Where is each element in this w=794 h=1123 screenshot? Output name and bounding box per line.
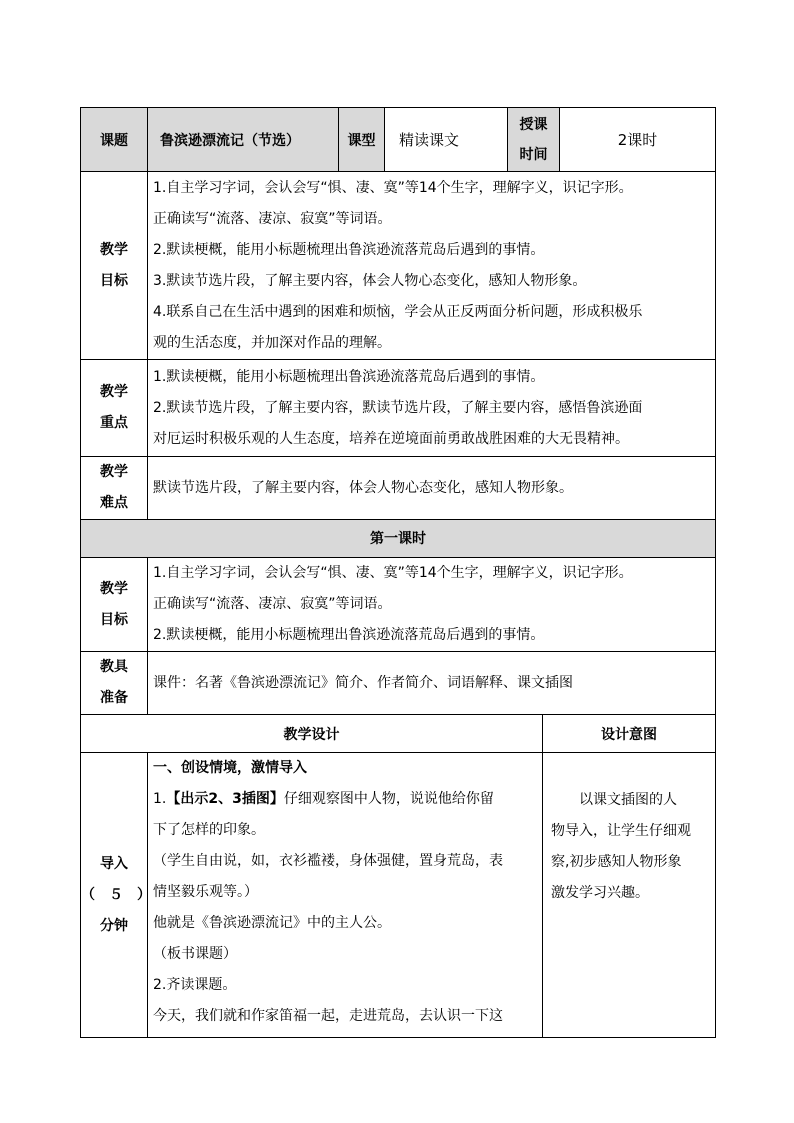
focus-label-line1: 教学 <box>100 384 128 400</box>
design-header-row <box>81 715 716 753</box>
lesson1-goals-label <box>81 558 148 652</box>
topic-label: 课题 <box>81 108 148 172</box>
intro-step1-prefix: 1. <box>153 791 167 807</box>
goals-line: 观的生活态度，并加深对作品的理解。 <box>153 334 391 351</box>
intro-row <box>81 753 716 1038</box>
lesson1-title: 第一课时 <box>81 520 716 558</box>
difficulty-content <box>148 457 716 520</box>
goals-label-line1: 教学 <box>100 241 128 258</box>
difficulty-label <box>81 457 148 520</box>
design-column-header: 教学设计 <box>81 715 543 753</box>
intro-label-line2: （ ５ ） <box>81 886 151 903</box>
time-label <box>508 108 560 172</box>
lesson1-goals-content <box>148 558 716 652</box>
lesson1-goals-label-line1: 教学 <box>100 580 128 597</box>
intent-line: 察,初步感知人物形象 <box>551 854 682 870</box>
goals-line: 正确读写“流落、凄凉、寂寞”等词语。 <box>153 210 392 227</box>
intent-column-header: 设计意图 <box>543 715 716 753</box>
goals-line: 3.默读节选片段，了解主要内容，体会人物心态变化，感知人物形象。 <box>153 272 587 289</box>
lesson1-tools-label-line1: 教具 <box>100 659 128 675</box>
intro-line: 今天，我们就和作家笛福一起，走进荒岛，去认识一下这 <box>153 1008 503 1024</box>
intent-line: 物导入，让学生仔细观 <box>551 823 691 839</box>
time-label-line2: 时间 <box>519 146 548 163</box>
lesson1-tools-row <box>81 652 716 715</box>
focus-line: 对厄运时积极乐观的人生态度，培养在逆境面前勇敢战胜困难的大无畏精神。 <box>153 430 629 447</box>
goals-line: 1.自主学习字词，会认会写“惧、凄、寞”等14个生字，理解字义，识记字形。 <box>153 179 633 196</box>
intent-line: 以课文插图的人 <box>579 792 677 808</box>
focus-line: 2.默读节选片段，了解主要内容，默读节选片段，了解主要内容，感悟鲁滨逊面 <box>153 399 643 416</box>
goals-row <box>81 172 716 360</box>
type-value: 精读课文 <box>385 108 508 172</box>
intro-line: （学生自由说，如，衣衫褴褛，身体强健，置身荒岛，表 <box>153 853 503 869</box>
intent-line: 激发学习兴趣。 <box>551 885 649 901</box>
lesson1-goals-line: 正确读写“流落、凄凉、寂寞”等词语。 <box>153 596 392 612</box>
goals-line: 2.默读梗概，能用小标题梳理出鲁滨逊流落荒岛后遇到的事情。 <box>153 241 545 258</box>
intro-line: 下了怎样的印象。 <box>153 822 265 838</box>
difficulty-label-line2: 难点 <box>100 495 128 511</box>
lesson-plan-table <box>80 107 716 1038</box>
intro-label <box>81 753 151 1038</box>
lesson1-tools-line: 课件：名著《鲁滨逊漂流记》简介、作者简介、词语解释、课文插图 <box>153 674 573 691</box>
intro-label-line3: 分钟 <box>100 917 128 934</box>
lesson1-goals-line: 1.自主学习字词，会认会写“惧、凄、寞”等14个生字，理解字义，识记字形。 <box>153 565 633 581</box>
focus-row <box>81 360 716 457</box>
difficulty-line: 默读节选片段，了解主要内容，体会人物心态变化，感知人物形象。 <box>153 479 573 496</box>
time-value: 2课时 <box>560 108 716 172</box>
lesson1-goals-label-line2: 目标 <box>100 611 128 628</box>
goals-content <box>148 172 716 360</box>
intro-heading: 一、创设情境，激情导入 <box>153 760 307 776</box>
intro-step1 <box>153 784 538 815</box>
lesson1-title-row <box>81 520 716 558</box>
header-row <box>81 108 716 172</box>
focus-label-line2: 重点 <box>100 415 128 431</box>
intro-step1-rest: 仔细观察图中人物，说说他给你留 <box>283 791 494 807</box>
type-label: 课型 <box>339 108 385 172</box>
intro-step1-bold: 【出示2、3插图】 <box>166 791 284 807</box>
goals-label <box>81 172 148 360</box>
focus-content <box>148 360 716 457</box>
lesson1-tools-label <box>81 652 148 715</box>
intro-line: 他就是《鲁滨逊漂流记》中的主人公。 <box>153 915 391 931</box>
intro-line: 情坚毅乐观等。） <box>153 884 258 900</box>
intro-line: 2.齐读课题。 <box>153 977 237 993</box>
topic-value: 鲁滨逊漂流记（节选） <box>148 108 339 172</box>
focus-label <box>81 360 148 457</box>
lesson1-goals-line: 2.默读梗概，能用小标题梳理出鲁滨逊流落荒岛后遇到的事情。 <box>153 627 545 643</box>
intro-label-line1: 导入 <box>100 855 128 872</box>
lesson1-tools-content <box>148 652 716 715</box>
lesson1-tools-label-line2: 准备 <box>100 690 128 706</box>
goals-label-line2: 目标 <box>100 272 128 289</box>
focus-line: 1.默读梗概，能用小标题梳理出鲁滨逊流落荒岛后遇到的事情。 <box>153 368 545 385</box>
intro-intent <box>543 753 716 1038</box>
goals-line: 4.联系自己在生活中遇到的困难和烦恼，学会从正反两面分析问题，形成积极乐 <box>153 303 643 320</box>
time-label-line1: 授课 <box>519 116 548 133</box>
intro-line: （板书课题） <box>153 946 237 962</box>
difficulty-label-line1: 教学 <box>100 464 128 480</box>
difficulty-row <box>81 457 716 520</box>
lesson1-goals-row <box>81 558 716 652</box>
intro-content <box>148 753 543 1038</box>
